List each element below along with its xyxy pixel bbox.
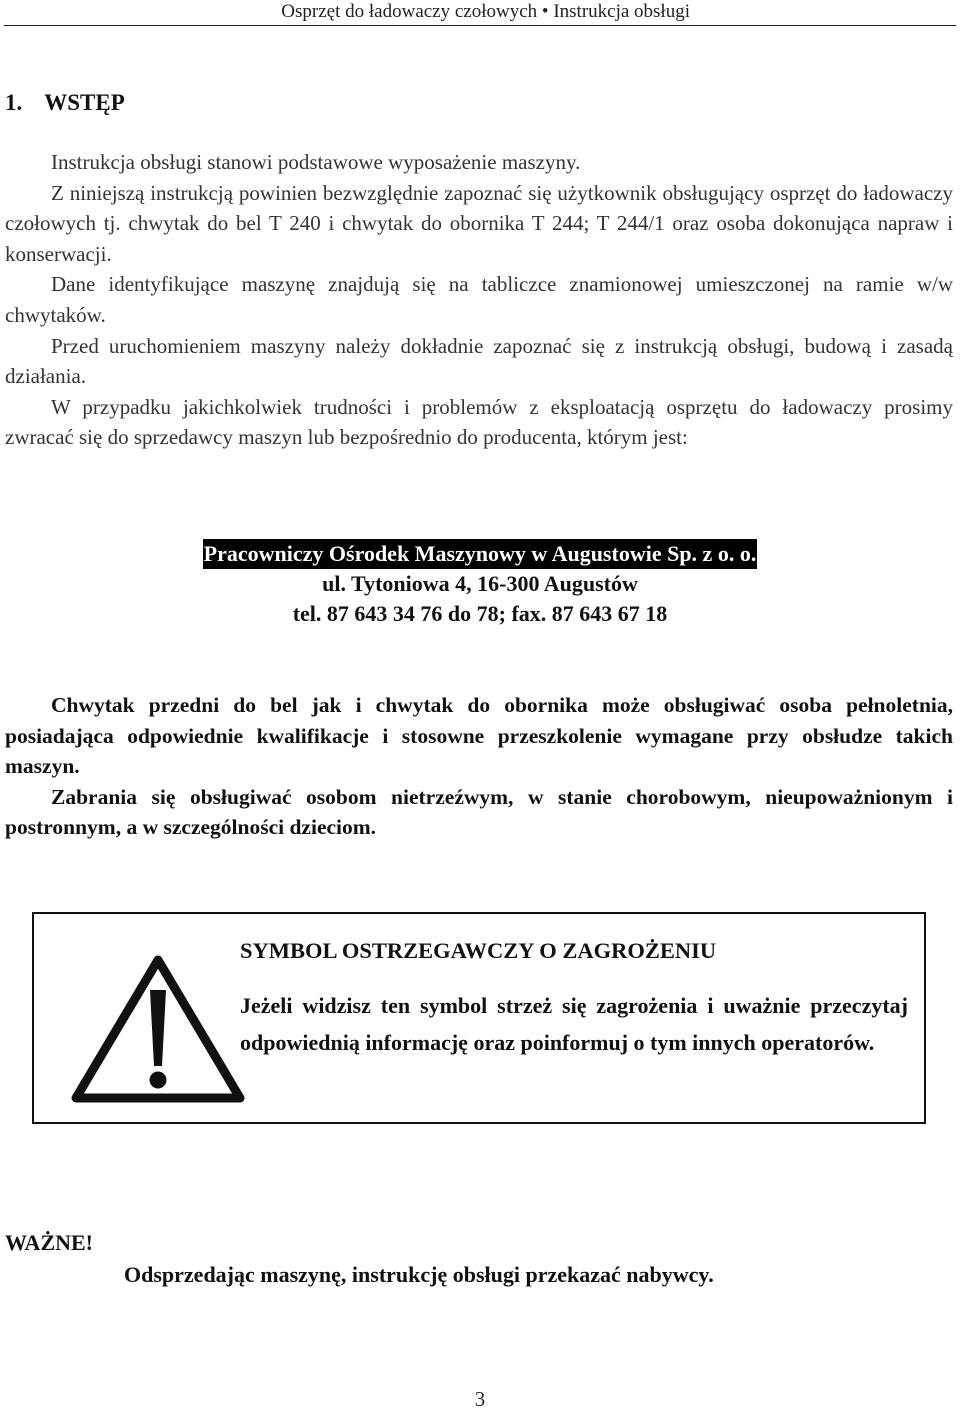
warning-title: SYMBOL OSTRZEGAWCZY O ZAGROŻENIU — [240, 938, 717, 963]
important-text: Odsprzedając maszynę, instrukcję obsługi przekazać nabywcy. — [124, 1262, 714, 1287]
intro-paragraph: Z niniejszą instrukcją powinien bezwzględnie zapoznać się użytkownik obsługujący osprzęt do ładowaczy czołowych tj. chwytak do bel T 240 i chwytak do obornika T 244; T 244/1 oraz osoba dokonująca napraw i konserwacji. — [5, 180, 953, 266]
company-address: ul. Tytoniowa 4, 16-300 Augustów — [322, 571, 638, 596]
running-header: Osprzęt do ładowaczy czołowych • Instrukcja obsługi — [281, 1, 690, 22]
page-number: 3 — [474, 1387, 486, 1411]
header-rule — [4, 25, 956, 26]
manufacturer-block — [0, 539, 960, 629]
warning-text: Jeżeli widzisz ten symbol strzeż się zagrożenia i uważnie przeczytaj odpowiednią informację oraz poinformuj o tym innych operatorów. — [240, 993, 908, 1055]
company-contact: tel. 87 643 34 76 do 78; fax. 87 643 67 18 — [292, 601, 668, 626]
intro-paragraph: Dane identyfikujące maszynę znajdują się na tabliczce znamionowej umieszczonej na ramie w/w chwytaków. — [5, 272, 953, 327]
section-heading — [5, 88, 125, 118]
intro-paragraph: Przed uruchomieniem maszyny należy dokładnie zapoznać się z instrukcją obsługi, budową i zasadą działania. — [5, 333, 953, 389]
operator-rules — [5, 690, 953, 843]
intro-text — [5, 147, 953, 453]
intro-paragraph: Instrukcja obsługi stanowi podstawowe wyposażenie maszyny. — [51, 150, 581, 174]
intro-paragraph: W przypadku jakichkolwiek trudności i problemów z eksploatacją osprzętu do ładowaczy prosimy zwracać się do sprzedawcy maszyn lub bezpośrednio do producenta, którym jest: — [5, 394, 953, 450]
warning-triangle-icon — [70, 954, 246, 1104]
rules-paragraph: Zabrania się obsługiwać osobom nietrzeźwym, w stanie chorobowym, nieupoważnionym i postronnym, a w szczególności dzieciom. — [5, 784, 953, 840]
section-title: WSTĘP — [44, 90, 125, 115]
warning-box — [32, 912, 926, 1124]
section-number: 1. — [5, 90, 23, 115]
rules-paragraph: Chwytak przedni do bel jak i chwytak do obornika może obsługiwać osoba pełnoletnia, posiadająca odpowiednie kwalifikacje i stosowne przeszkolenie wymagane przy obsłudze takich maszyn. — [5, 693, 953, 779]
company-name: Pracowniczy Ośrodek Maszynowy w Augustowie Sp. z o. o. — [203, 539, 758, 569]
important-label: WAŻNE! — [5, 1230, 94, 1255]
